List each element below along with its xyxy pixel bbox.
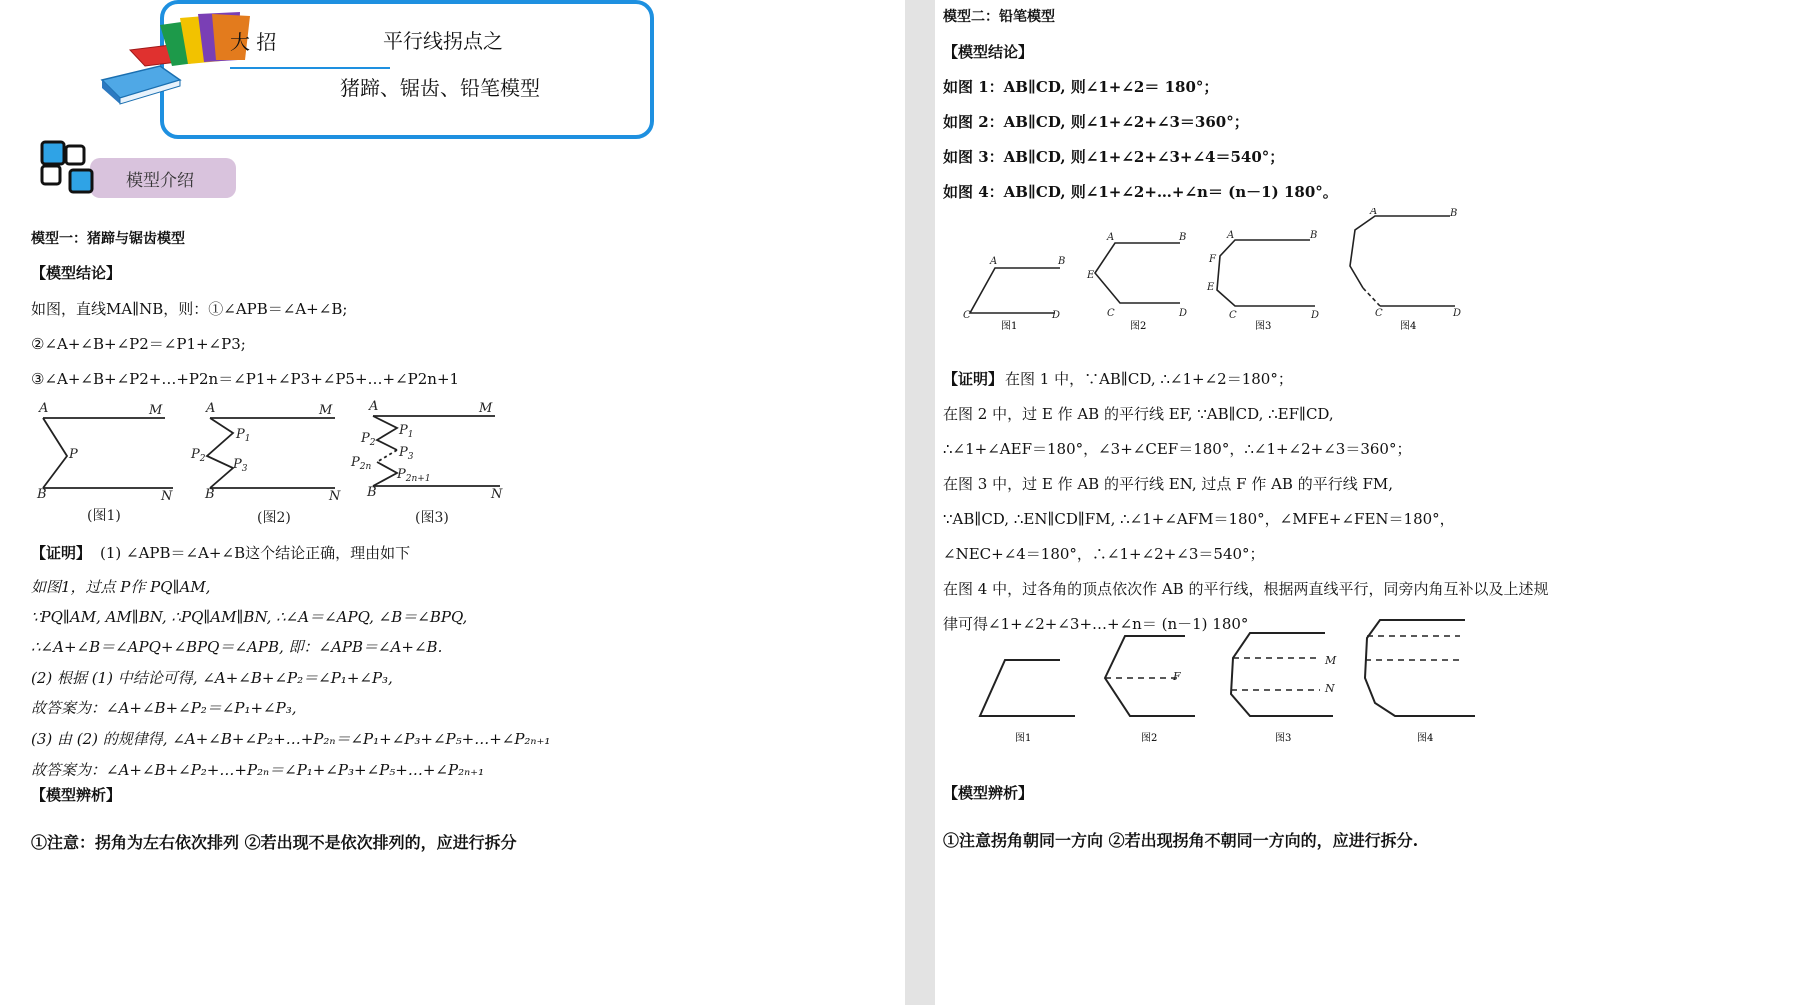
proof-line: 在图 4 中，过各角的顶点依次作 AB 的平行线，根据两直线平行，同旁内角互补以及上述规 <box>943 580 1549 598</box>
svg-text:C: C <box>1375 308 1383 319</box>
svg-text:D: D <box>1052 310 1061 321</box>
figure-caption: (图1) <box>87 508 121 524</box>
svg-text:P1: $P_1$ <box>236 427 251 444</box>
model2-analysis-label: 【模型辨析】 <box>943 784 1034 802</box>
svg-text:P2: $P_2$ <box>191 447 206 464</box>
proof-line: (1) ∠APB＝∠A+∠B这个结论正确，理由如下 <box>100 544 411 562</box>
left-page <box>0 0 905 1005</box>
model1-analysis-text: ①注意：拐角为左右依次排列 ②若出现不是依次排列的，应进行拆分 <box>31 833 517 852</box>
model2-conclusion-label: 【模型结论】 <box>943 43 1034 61</box>
model1-analysis-label: 【模型辨析】 <box>31 786 122 804</box>
figure-caption: 图3 <box>1275 733 1292 744</box>
model2-analysis-text: ①注意拐角朝同一方向 ②若出现拐角不朝同一方向的，应进行拆分. <box>943 831 1419 850</box>
svg-text:B: B <box>1310 230 1318 241</box>
svg-text:B: B <box>1058 256 1066 267</box>
figure-caption: 图1 <box>1015 733 1032 744</box>
svg-text:A: A <box>369 399 379 414</box>
right-page <box>935 0 1818 1005</box>
svg-text:B: B <box>367 485 377 500</box>
svg-text:D: D <box>1453 308 1462 319</box>
svg-text:P1: $P_1$ <box>399 423 414 440</box>
section-badge-label: 模型介绍 <box>126 171 194 191</box>
figure-caption: 图3 <box>1255 321 1272 332</box>
model2-conclusion-line: 如图 4：AB∥CD, 则∠1+∠2+…+∠n＝ (n－1) 180°。 <box>943 183 1338 201</box>
proof-line: (3) 由 (2) 的规律得, ∠A+∠B+∠P₂+…+P₂ₙ＝∠P₁+∠P₃+∠P₅+…+∠P₂ₙ₊₁ <box>31 730 551 748</box>
proof-line: 故答案为：∠A+∠B+∠P₂+…+P₂ₙ＝∠P₁+∠P₃+∠P₅+…+∠P₂ₙ₊₁ <box>31 761 485 779</box>
figure-caption: (图2) <box>257 510 291 526</box>
svg-text:M: M <box>1325 654 1337 667</box>
proof-line: ∴∠1+∠AEF＝180°，∠3+∠CEF＝180°，∴∠1+∠2+∠3＝360°； <box>943 440 1412 458</box>
svg-text:M: M <box>479 401 493 416</box>
svg-text:D: D <box>1179 308 1188 319</box>
proof-line: ∵PQ∥AM, AM∥BN, ∴PQ∥AM∥BN, ∴∠A＝∠APQ, ∠B＝∠BPQ, <box>31 608 468 626</box>
svg-text:F: F <box>1209 254 1216 265</box>
proof-line: ∠NEC+∠4＝180°，∴∠1+∠2+∠3＝540°； <box>943 545 1265 563</box>
svg-text:N: N <box>161 489 173 504</box>
model2-conclusion-line: 如图 2：AB∥CD, 则∠1+∠2+∠3＝360°； <box>943 113 1249 131</box>
svg-text:A: A <box>990 256 998 267</box>
svg-text:A: A <box>206 401 216 416</box>
svg-text:D: D <box>1311 310 1320 321</box>
model2-conclusion-line: 如图 3：AB∥CD, 则∠1+∠2+∠3+∠4＝540°； <box>943 148 1285 166</box>
model1-conclusion-line: ③∠A+∠B+∠P2+…+P2n＝∠P1+∠P3+∠P5+…+∠P2n+1 <box>31 370 460 388</box>
model1-conclusion-line: ②∠A+∠B+∠P2＝∠P1+∠P3; <box>31 335 246 353</box>
svg-text:P2: $P_2$ <box>361 431 376 448</box>
svg-text:P3: $P_3$ <box>233 457 248 474</box>
svg-text:P2n: $P_{2n}$ <box>351 455 372 472</box>
figure-caption: 图2 <box>1141 733 1158 744</box>
model2-heading: 模型二：铅笔模型 <box>943 9 1055 25</box>
svg-text:A: A <box>1107 232 1115 243</box>
svg-text:P3: $P_3$ <box>399 445 414 462</box>
svg-text:M: M <box>149 403 163 418</box>
svg-text:B: B <box>37 487 47 502</box>
figure-caption: (图3) <box>415 510 449 526</box>
section-badge <box>40 140 240 202</box>
svg-text:A: A <box>1227 230 1235 241</box>
proof-line: 在图 3 中，过 E 作 AB 的平行线 EN, 过点 F 作 AB 的平行线 FM, <box>943 475 1394 493</box>
proof-line: ∵AB∥CD, ∴EN∥CD∥FM, ∴∠1+∠AFM＝180°，∠MFE+∠FEN＝180°， <box>943 510 1455 528</box>
model1-conclusion-line: 如图，直线MA∥NB，则：①∠APB＝∠A+∠B; <box>31 300 348 318</box>
proof-line: 在图 2 中，过 E 作 AB 的平行线 EF, ∵AB∥CD, ∴EF∥CD, <box>943 405 1334 423</box>
model2-figures-bottom <box>965 598 1525 758</box>
svg-text:C: C <box>963 310 971 321</box>
point-label: A <box>39 401 49 416</box>
figure-caption: 图2 <box>1130 321 1147 332</box>
proof-line: 律可得∠1+∠2+∠3+…+∠n＝ (n－1) 180° <box>943 615 1249 633</box>
page-gap <box>905 0 935 1005</box>
svg-text:E: E <box>1087 270 1095 281</box>
proof-line: 在图 1 中，∵AB∥CD, ∴∠1+∠2＝180°； <box>1005 370 1293 388</box>
proof-line: 故答案为：∠A+∠B+∠P₂＝∠P₁+∠P₃, <box>31 699 297 717</box>
figure-caption: 图4 <box>1400 321 1417 332</box>
svg-text:P2n+1: $P_{2n+1}$ <box>397 467 431 484</box>
figure-caption: 图4 <box>1417 733 1434 744</box>
figure-caption: 图1 <box>1001 321 1018 332</box>
model2-figures-top <box>955 208 1495 338</box>
model2-conclusion-line: 如图 1：AB∥CD, 则∠1+∠2＝ 180°； <box>943 78 1219 96</box>
svg-text:N: N <box>329 489 341 504</box>
svg-text:E: E <box>1207 282 1215 293</box>
proof-line: ∴∠A+∠B＝∠APQ+∠BPQ＝∠APB, 即：∠APB＝∠A+∠B. <box>31 638 443 656</box>
model1-heading: 模型一：猪蹄与锯齿模型 <box>31 231 185 247</box>
svg-text:A: A <box>1370 208 1378 217</box>
svg-text:C: C <box>1107 308 1115 319</box>
svg-text:B: B <box>205 487 215 502</box>
model1-figures <box>25 398 545 528</box>
svg-text:P: P <box>69 447 78 462</box>
grid-icon <box>42 142 92 192</box>
model2-proof-label: 【证明】 <box>943 370 1004 388</box>
svg-text:C: C <box>1229 310 1237 321</box>
svg-text:N: N <box>491 487 503 502</box>
header-title-line2: 猪蹄、锯齿、铅笔模型 <box>340 76 540 100</box>
svg-text:M: M <box>319 403 333 418</box>
svg-text:F: F <box>1173 670 1181 683</box>
model1-proof-label: 【证明】 <box>31 544 92 562</box>
svg-text:B: B <box>1450 208 1458 219</box>
svg-text:N: N <box>1325 682 1335 695</box>
header-title-line1: 平行线拐点之 <box>383 29 503 53</box>
proof-line: 如图1，过点 P作 PQ∥AM, <box>31 578 211 596</box>
header-tag: 大 招 <box>230 30 277 54</box>
model1-conclusion-label: 【模型结论】 <box>31 264 122 282</box>
svg-text:B: B <box>1179 232 1187 243</box>
header-banner <box>100 0 660 145</box>
proof-line: (2) 根据 (1) 中结论可得, ∠A+∠B+∠P₂＝∠P₁+∠P₃, <box>31 669 393 687</box>
